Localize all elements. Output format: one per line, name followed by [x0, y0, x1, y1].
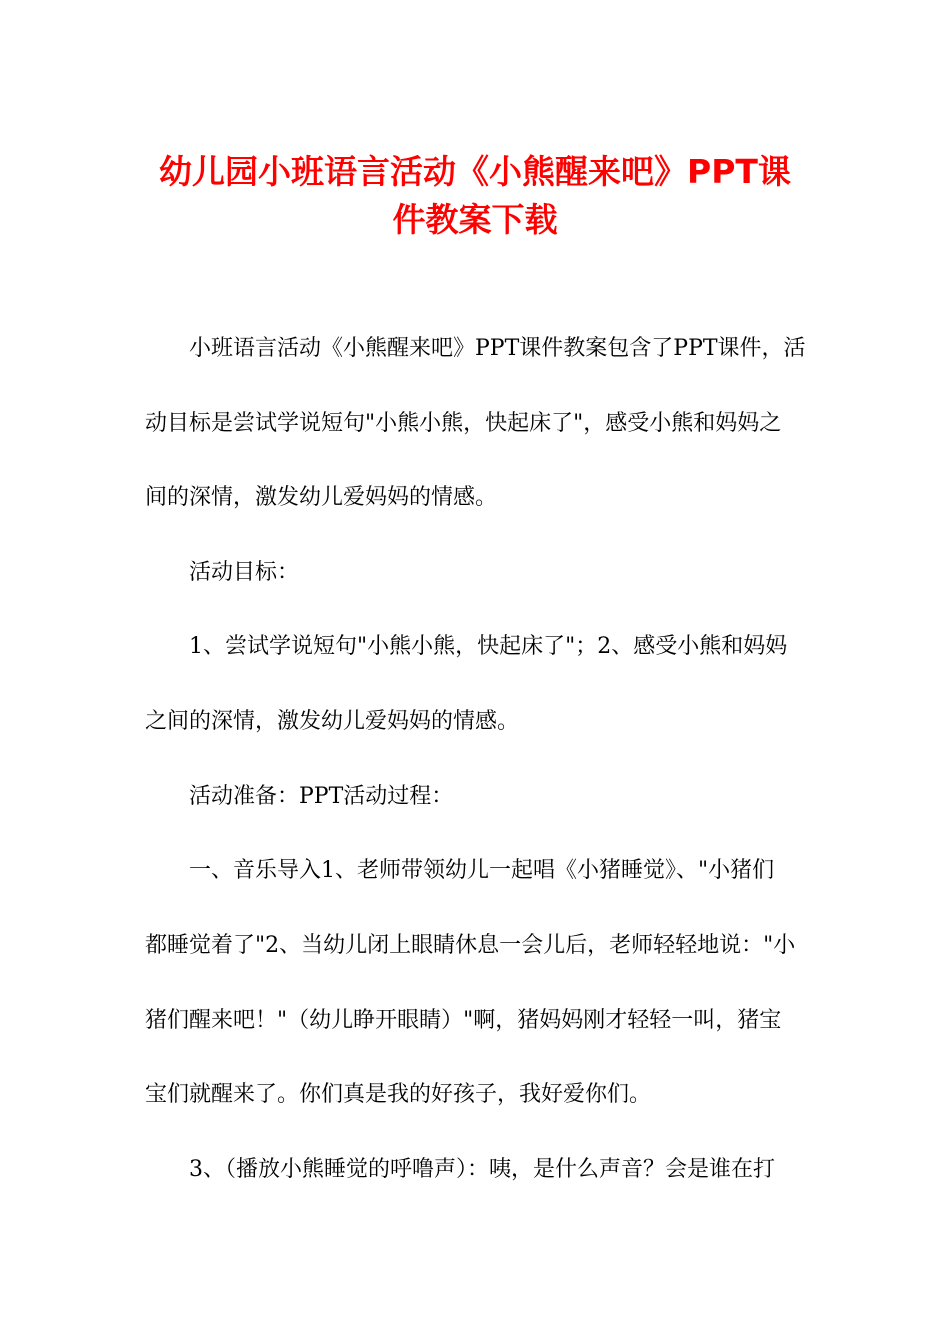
paragraph-line: 宝们就醒来了。你们真是我的好孩子，我好爱你们。: [145, 1082, 652, 1107]
paragraph-line: 1、尝试学说短句"小熊小熊，快起床了"；2、感受小熊和妈妈: [189, 634, 788, 659]
paragraph-line: 都睡觉着了"2、当幼儿闭上眼睛休息一会儿后，老师轻轻地说："小: [145, 933, 796, 958]
document-title-line-2: 件教案下载: [392, 200, 558, 239]
paragraph-line: 动目标是尝试学说短句"小熊小熊，快起床了"，感受小熊和妈妈之: [145, 411, 782, 436]
paragraph-line: 间的深情，激发幼儿爱妈妈的情感。: [145, 485, 498, 510]
paragraph-line: 活动准备：PPT活动过程：: [189, 784, 454, 809]
paragraph-line: 之间的深情，激发幼儿爱妈妈的情感。: [145, 709, 520, 734]
paragraph-line: 小班语言活动《小熊醒来吧》PPT课件教案包含了PPT课件，活: [189, 336, 806, 361]
paragraph-line: 猪们醒来吧！"（幼儿睁开眼睛）"啊，猪妈妈刚才轻轻一叫，猪宝: [145, 1008, 782, 1033]
paragraph-line: 一、音乐导入1、老师带领幼儿一起唱《小猪睡觉》、"小猪们: [189, 858, 775, 883]
document-title-line-1: 幼儿园小班语言活动《小熊醒来吧》PPT课: [159, 152, 791, 191]
section-heading-line: 活动目标：: [189, 560, 300, 585]
paragraph-line: 3、（播放小熊睡觉的呼噜声）：咦，是什么声音？会是谁在打: [189, 1157, 775, 1182]
